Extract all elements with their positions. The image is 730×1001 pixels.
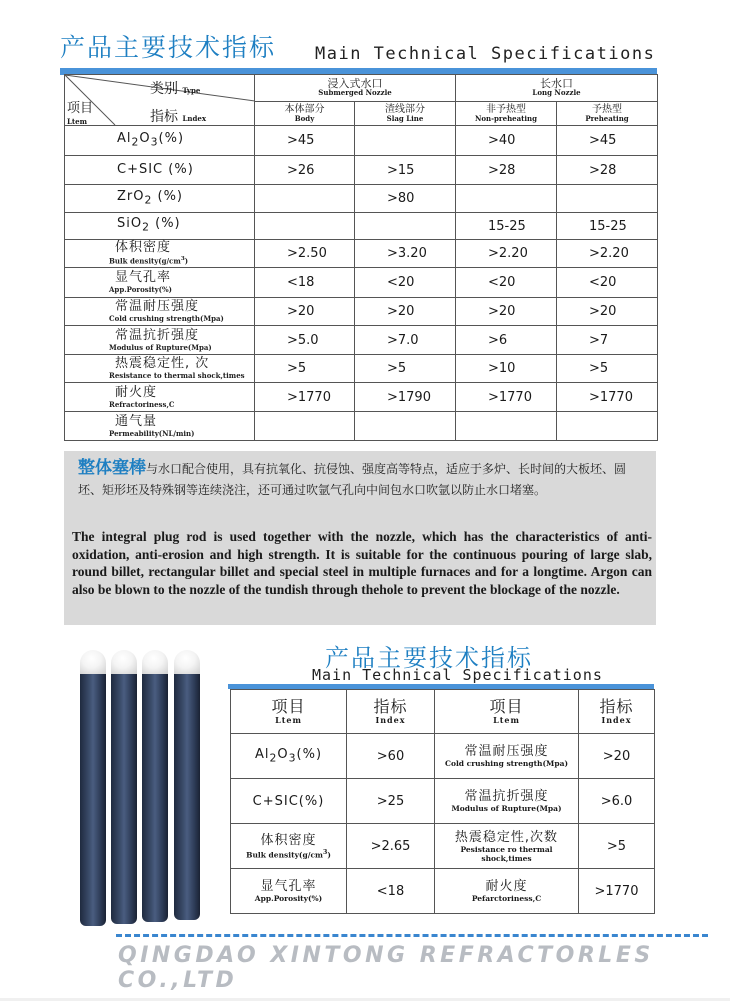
plug-rod [174,654,200,920]
table-row [231,824,655,869]
row-label [65,126,255,156]
row-label [65,268,255,298]
value-cell: >20 [557,298,658,326]
table-row [65,240,658,268]
value-cell: >45 [255,126,355,156]
description-cn: 整体塞棒与水口配合使用，具有抗氧化、抗侵蚀、强度高等特点，适应于多炉、长时间的大板坯、圆坯、矩形坯及特殊钢等连续浇注，还可通过吹氩气孔向中间包水口吹氩以防止水口堵塞。 [78,458,627,497]
section2-title-cn: 产品主要技术指标 [325,644,533,672]
row-label-cn: $Al_2O_3(\%)$ [117,130,185,149]
table-row [65,156,658,185]
row-label-en: App.Porosity(%) [109,285,172,294]
table-row [65,355,658,383]
row-label [65,298,255,326]
index-label: 指标 Lndex [150,109,206,125]
row-label-cn: 显气孔率 [115,270,172,285]
value-cell: >20 [456,298,557,326]
value-cell: >3.20 [355,240,456,268]
value-cell: >2.20 [456,240,557,268]
value-cell: >60 [347,734,435,779]
row-label [65,383,255,412]
plug-rod [142,654,168,922]
rod-cap [111,650,137,674]
row-label-cn: 耐火度 [115,384,158,400]
page-title-en: Main Technical Specifications [315,44,656,64]
value-cell [456,412,557,441]
value-cell [355,412,456,441]
value-cell [355,213,456,240]
rod-cap [142,650,168,674]
value-cell: 15-25 [456,213,557,240]
value-cell: >6 [456,326,557,355]
value-cell: <20 [355,268,456,298]
value-cell: >5 [355,355,456,383]
table-row [65,268,658,298]
row-label-en: Bulk $density(g/cm^3)$ [109,256,189,266]
value-cell: >20 [355,298,456,326]
row-label-cn: 热震稳定性, 次 [115,356,210,371]
spec-table-nozzle [64,74,658,441]
plug-rod [111,654,137,924]
value-cell [557,185,658,213]
value-cell: >80 [355,185,456,213]
subcol-header: 予热型 Preheating [557,101,658,125]
value-cell: >1770 [255,383,355,412]
value-cell: <18 [347,869,435,914]
table-row [65,298,658,326]
row-label [65,240,255,268]
value-cell [557,412,658,441]
row-label [65,213,255,240]
value-cell: >15 [355,156,456,185]
row-label-cn: SiO$_2$ (%) [117,216,181,234]
value-cell: >20 [579,734,655,779]
row-label-cn: 常温耐压强度 [115,299,200,314]
table-row [65,213,658,240]
value-cell: >40 [456,126,557,156]
table-row [65,383,658,412]
value-cell: >1770 [557,383,658,412]
value-cell: >2.20 [557,240,658,268]
section2-title-en: Main Technical Specifications [312,666,603,684]
row-label-cn: 通气量 [115,413,158,429]
header-index: 指标 Index [579,690,655,734]
page-title-cn: 产品主要技术指标 [60,33,277,62]
row-label [65,156,255,185]
header-item: 项目 Ltem [231,690,347,734]
value-cell: >26 [255,156,355,185]
value-cell: >1790 [355,383,456,412]
row-label-en: Refractoriness,C [109,399,175,409]
spec-table-plug-rod [230,689,655,914]
subcol-header: 非予热型 Non-preheating [456,101,557,125]
item-cell: 常温抗折强度 Modulus of Rupture(Mpa) [435,779,579,824]
table-row [231,869,655,914]
value-cell: >5 [557,355,658,383]
subcol-header: 本体部分 Body [255,101,355,125]
item-cell: 热震稳定性,次数 Pesistance ro thermal shock,times [435,824,579,869]
group-header-submerged: 浸入式水口 Submerged Nozzle [255,75,456,102]
item-cell: C+SIC(%) [231,779,347,824]
item-label: 项目 Ltem [67,101,94,126]
value-cell: >1770 [579,869,655,914]
row-label [65,326,255,355]
value-cell [355,126,456,156]
group-header-long: 长水口 Long Nozzle [456,75,658,102]
row-label-en: Resistance to thermal shock,times [109,371,245,380]
rod-cap [80,650,106,674]
table-row [65,185,658,213]
row-label-cn: ZrO$_2$ (%) [117,188,184,207]
value-cell: >25 [347,779,435,824]
row-label-cn: 体积密度 [115,240,172,256]
value-cell: >7.0 [355,326,456,355]
footer-dashed-line [116,934,708,937]
value-cell [255,185,355,213]
value-cell: >1770 [456,383,557,412]
value-cell: <20 [557,268,658,298]
value-cell: >7 [557,326,658,355]
product-name: 整体塞棒 [78,458,146,478]
table-row [65,326,658,355]
value-cell [456,185,557,213]
value-cell [255,412,355,441]
value-cell: >5 [255,355,355,383]
row-label [65,412,255,441]
row-label-en: Modulus of Rupture(Mpa) [109,342,212,352]
subcol-header: 渣线部分 Slag Line [355,101,456,125]
item-cell: 体积密度 Bulk $density(g/cm^3)$ [231,824,347,869]
value-cell: >5 [579,824,655,869]
type-label: 类别 Type [150,81,201,97]
plug-rod [80,654,106,926]
value-cell: >10 [456,355,557,383]
rod-cap [174,650,200,674]
value-cell: >28 [456,156,557,185]
table-row [231,779,655,824]
value-cell: <18 [255,268,355,298]
value-cell: >2.65 [347,824,435,869]
row-label-cn: C+SIC (%) [117,162,194,177]
table-row [231,734,655,779]
table-row [65,126,658,156]
item-cell: 显气孔率 App.Porosity(%) [231,869,347,914]
value-cell: >20 [255,298,355,326]
value-cell: >5.0 [255,326,355,355]
item-cell: 耐火度 Pefarctoriness,C [435,869,579,914]
header-index: 指标 Index [347,690,435,734]
item-cell: $Al_2O_3(\%)$ [231,734,347,779]
header-item: 项目 Ltem [435,690,579,734]
value-cell: >6.0 [579,779,655,824]
row-label [65,185,255,213]
value-cell: >2.50 [255,240,355,268]
value-cell: >45 [557,126,658,156]
value-cell: >28 [557,156,658,185]
item-cell: 常温耐压强度 Cold crushing strength(Mpa) [435,734,579,779]
row-label [65,355,255,383]
value-cell: 15-25 [557,213,658,240]
value-cell [255,213,355,240]
row-label-en: Permeability(NL/min) [109,428,195,438]
row-label-cn: 常温抗折强度 [115,327,200,343]
row-label-en: Cold crushing strength(Mpa) [109,314,224,323]
plug-rods-image [78,640,210,926]
description-en: The integral plug rod is used together with the nozzle, which has the characteristics of anti-oxidation, anti-erosion and high strength. It is suitable for the continuous pouring of large slab, round billet, rectangular billet and special steel in multiple furnaces and for a longtime. Argon can also be blown to the nozzle of the tundish through thehole to prevent the blockage of the nozzle. [72,529,652,597]
company-name: QINGDAO XINTONG REFRACTORLES CO.,LTD [118,943,654,993]
value-cell: <20 [456,268,557,298]
corner-header-cell [65,75,255,126]
table-row [65,412,658,441]
